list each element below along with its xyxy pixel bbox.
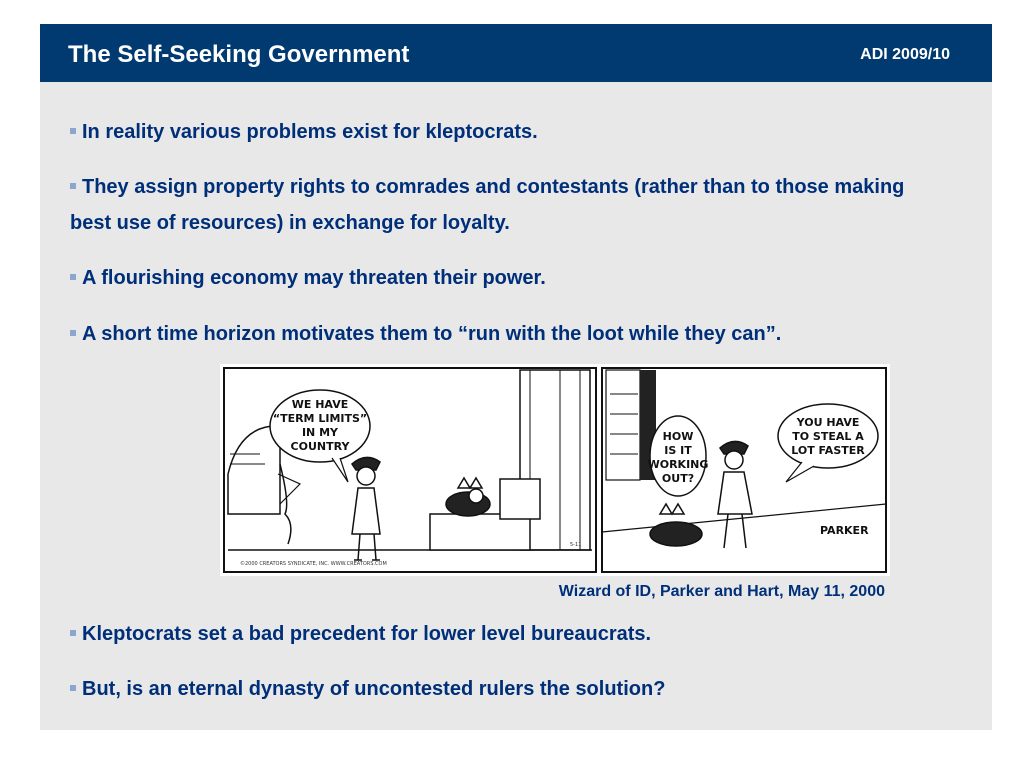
bubble-line: WORKING xyxy=(647,458,709,471)
bubble-line: YOU HAVE xyxy=(796,416,860,429)
bubble-line: OUT? xyxy=(661,472,695,485)
slide-header xyxy=(40,24,992,82)
comic-strip-drawing xyxy=(220,364,890,576)
bubble-line: LOT FASTER xyxy=(791,444,865,457)
bullet-marker xyxy=(70,685,76,691)
bullet-text: Kleptocrats set a bad precedent for lower level bureaucrats. xyxy=(82,623,652,645)
bubble-line: IS IT xyxy=(664,444,692,457)
slide-title: The Self-Seeking Government xyxy=(68,41,410,68)
bullet-marker xyxy=(70,128,76,134)
bullet-item xyxy=(70,114,950,150)
bullet-marker xyxy=(70,330,76,336)
bullet-marker xyxy=(70,274,76,280)
bullet-text: A short time horizon motivates them to “run with the loot while they can”. xyxy=(82,323,782,345)
artist-signature: PARKER xyxy=(820,524,869,537)
bullet-item xyxy=(70,169,950,241)
date-mark: 5-11 xyxy=(570,542,582,548)
bullet-marker xyxy=(70,630,76,636)
copyright-notice: ©2000 CREATORS SYNDICATE, INC. WWW.CREATORS.COM xyxy=(240,561,387,567)
bubble-line: COUNTRY xyxy=(290,440,350,453)
bullet-item xyxy=(70,316,950,352)
bullet-text: But, is an eternal dynasty of uncontested rulers the solution? xyxy=(82,678,666,700)
bullet-text: They assign property rights to comrades and contestants (rather than to those making best use of resources) in exchange for loyalty. xyxy=(70,176,905,234)
bullet-text: In reality various problems exist for kleptocrats. xyxy=(82,121,538,143)
bullet-item xyxy=(70,616,950,652)
bubble-line: TO STEAL A xyxy=(792,430,864,443)
bullet-item xyxy=(70,671,950,707)
comic-strip xyxy=(220,364,890,576)
cartoon-caption: Wizard of ID, Parker and Hart, May 11, 2000 xyxy=(558,583,885,600)
bullet-marker xyxy=(70,183,76,189)
slide xyxy=(40,24,992,730)
bullet-text: A flourishing economy may threaten their power. xyxy=(82,267,546,289)
course-label: ADI 2009/10 xyxy=(860,46,950,63)
bullet-item xyxy=(70,260,950,296)
bubble-line: “TERM LIMITS” xyxy=(272,412,368,425)
bubble-line: IN MY xyxy=(301,426,339,439)
bubble-line: HOW xyxy=(662,430,694,443)
bubble-line: WE HAVE xyxy=(291,398,349,411)
